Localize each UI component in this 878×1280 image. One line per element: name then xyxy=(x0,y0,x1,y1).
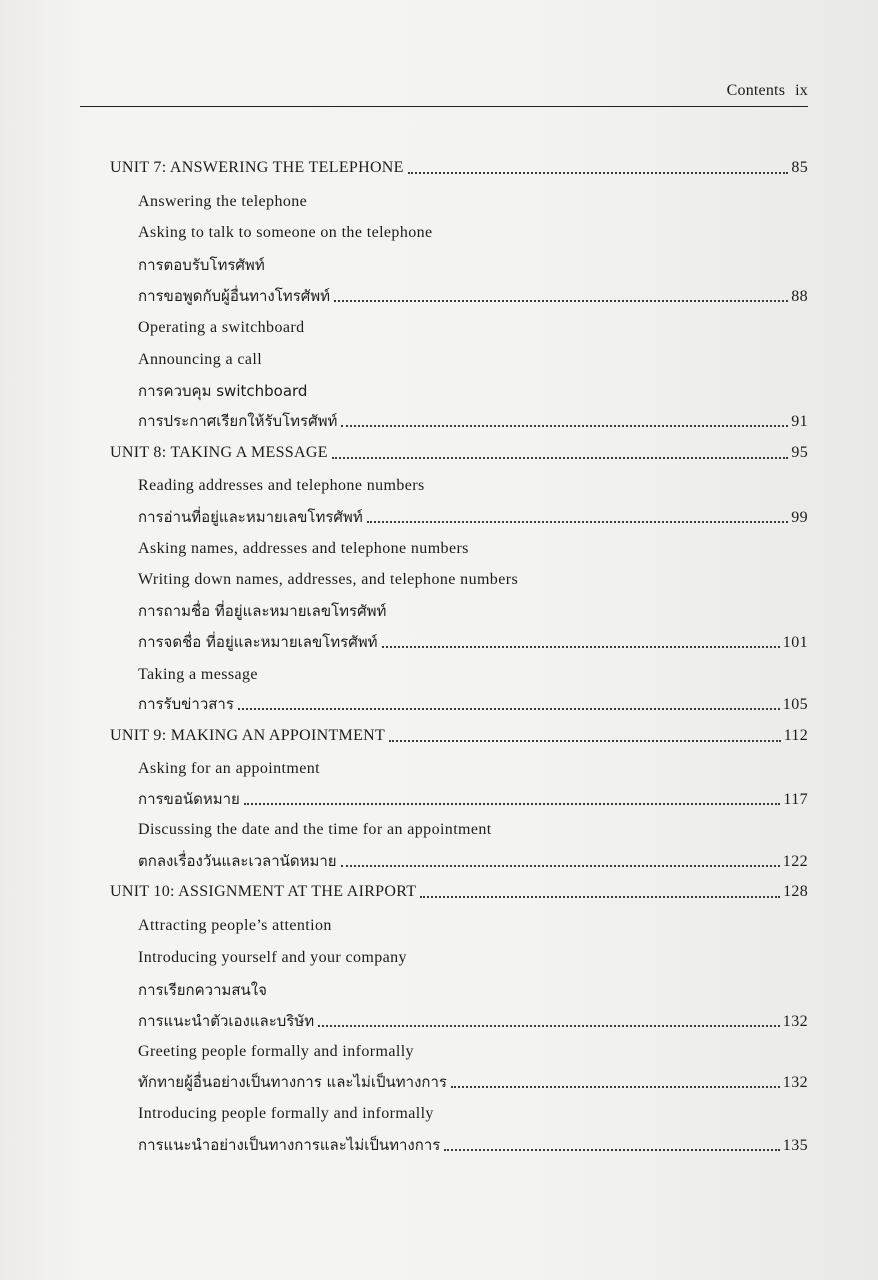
toc-page-number: 132 xyxy=(782,1074,808,1091)
dot-leader xyxy=(334,300,788,302)
toc-entry xyxy=(138,1102,808,1126)
toc-page-number: 122 xyxy=(782,853,808,870)
toc-entry xyxy=(138,818,808,842)
toc-unit-heading xyxy=(110,441,808,465)
toc-entry-label: Taking a message xyxy=(138,666,258,683)
toc-entry-label: Greeting people formally and informally xyxy=(138,1043,414,1060)
toc-unit-heading xyxy=(110,724,808,748)
toc-entry-label: Asking for an appointment xyxy=(138,760,320,777)
toc-entry-label: Answering the telephone xyxy=(138,193,308,210)
dot-leader xyxy=(238,708,780,710)
toc-entry xyxy=(138,474,808,498)
toc-entry-label: Reading addresses and telephone numbers xyxy=(138,477,425,494)
toc-entry xyxy=(138,630,808,654)
dot-leader xyxy=(382,646,780,648)
toc-entry xyxy=(138,692,808,716)
toc-entry xyxy=(138,379,808,403)
toc-page-number: 88 xyxy=(791,288,808,305)
toc-page-number: 95 xyxy=(791,444,808,461)
toc-page-number: 85 xyxy=(791,159,808,176)
toc-entry-label: Asking to talk to someone on the telephone xyxy=(138,224,433,241)
toc-entry-label: Writing down names, addresses, and telephone numbers xyxy=(138,571,519,588)
toc-entry-label: UNIT 7: ANSWERING THE TELEPHONE xyxy=(110,159,404,176)
toc-entry-label: การควบคุม switchboard xyxy=(138,382,308,400)
toc-page-number: 99 xyxy=(791,509,808,526)
toc-page-number: 128 xyxy=(783,883,808,900)
toc-entry-label: UNIT 8: TAKING A MESSAGE xyxy=(110,444,328,461)
toc-entry-label: การรับข่าวสาร xyxy=(138,695,234,713)
toc-entry xyxy=(138,1070,808,1094)
toc-entry-label: ทักทายผู้อื่นอย่างเป็นทางการ และไม่เป็นทางการ xyxy=(138,1073,447,1091)
dot-leader xyxy=(341,425,788,427)
dot-leader xyxy=(451,1086,780,1088)
toc-entry xyxy=(138,1009,808,1033)
toc-entry-label: Announcing a call xyxy=(138,351,263,368)
toc-page-number: 117 xyxy=(783,791,808,808)
toc-entry-label: การขอนัดหมาย xyxy=(138,790,240,808)
toc-entry-label: ตกลงเรื่องวันและเวลานัดหมาย xyxy=(138,852,337,870)
toc-entry xyxy=(138,284,808,308)
toc-entry xyxy=(138,1133,808,1157)
toc-entry xyxy=(138,316,808,340)
running-head-title: Contents xyxy=(726,82,786,99)
toc-page-number: 101 xyxy=(782,634,808,651)
dot-leader xyxy=(332,457,789,459)
toc-entry-label: การอ่านที่อยู่และหมายเลขโทรศัพท์ xyxy=(138,508,363,526)
toc-entry xyxy=(138,568,808,592)
toc-entry-label: UNIT 10: ASSIGNMENT AT THE AIRPORT xyxy=(110,883,417,900)
toc-entry-label: การแนะนำอย่างเป็นทางการและไม่เป็นทางการ xyxy=(138,1136,441,1154)
dot-leader xyxy=(318,1025,780,1027)
toc-entry xyxy=(138,221,808,245)
toc-entry xyxy=(138,190,808,214)
toc-page-number: 112 xyxy=(783,727,808,744)
toc-entry xyxy=(138,787,808,811)
toc-page-number: 132 xyxy=(782,1013,808,1030)
toc-unit-heading xyxy=(110,156,808,180)
dot-leader xyxy=(408,172,789,174)
toc-entry xyxy=(138,757,808,781)
toc-entry-label: การจดชื่อ ที่อยู่และหมายเลขโทรศัพท์ xyxy=(138,633,378,651)
toc-entry-label: Operating a switchboard xyxy=(138,319,305,336)
toc-entry-label: การถามชื่อ ที่อยู่และหมายเลขโทรศัพท์ xyxy=(138,602,387,620)
dot-leader xyxy=(244,803,781,805)
dot-leader xyxy=(367,521,788,523)
toc-entry xyxy=(138,1040,808,1064)
toc-entry-label: Attracting people’s attention xyxy=(138,917,332,934)
toc-entry xyxy=(138,946,808,970)
running-head-page-number: ix xyxy=(795,82,808,99)
toc-page-number: 105 xyxy=(782,696,808,713)
dot-leader xyxy=(341,865,780,867)
dot-leader xyxy=(389,740,781,742)
toc-entry-label: UNIT 9: MAKING AN APPOINTMENT xyxy=(110,727,386,744)
toc-entry xyxy=(138,663,808,687)
toc-entry xyxy=(138,348,808,372)
toc-entry xyxy=(138,505,808,529)
toc-entry-label: การประกาศเรียกให้รับโทรศัพท์ xyxy=(138,412,338,430)
toc-entry xyxy=(138,849,808,873)
toc-entry xyxy=(138,978,808,1002)
toc-entry-label: Introducing people formally and informally xyxy=(138,1105,434,1122)
toc-entry xyxy=(138,537,808,561)
toc-entry-label: Asking names, addresses and telephone numbers xyxy=(138,540,469,557)
toc-page-number: 135 xyxy=(782,1137,808,1154)
dot-leader xyxy=(444,1149,779,1151)
toc-page-number: 91 xyxy=(791,413,808,430)
toc-entry-label: Introducing yourself and your company xyxy=(138,949,407,966)
toc-entry xyxy=(138,599,808,623)
toc-entry-label: Discussing the date and the time for an appointment xyxy=(138,821,492,838)
toc-entry-label: การเรียกความสนใจ xyxy=(138,981,267,999)
toc-entry xyxy=(138,409,808,433)
toc-unit-heading xyxy=(110,880,808,904)
toc-entry-label: การแนะนำตัวเองและบริษัท xyxy=(138,1012,315,1030)
toc-entry-label: การขอพูดกับผู้อื่นทางโทรศัพท์ xyxy=(138,287,331,305)
toc-entry xyxy=(138,253,808,277)
toc-entry-label: การตอบรับโทรศัพท์ xyxy=(138,256,265,274)
dot-leader xyxy=(420,896,780,898)
toc-entry xyxy=(138,914,808,938)
